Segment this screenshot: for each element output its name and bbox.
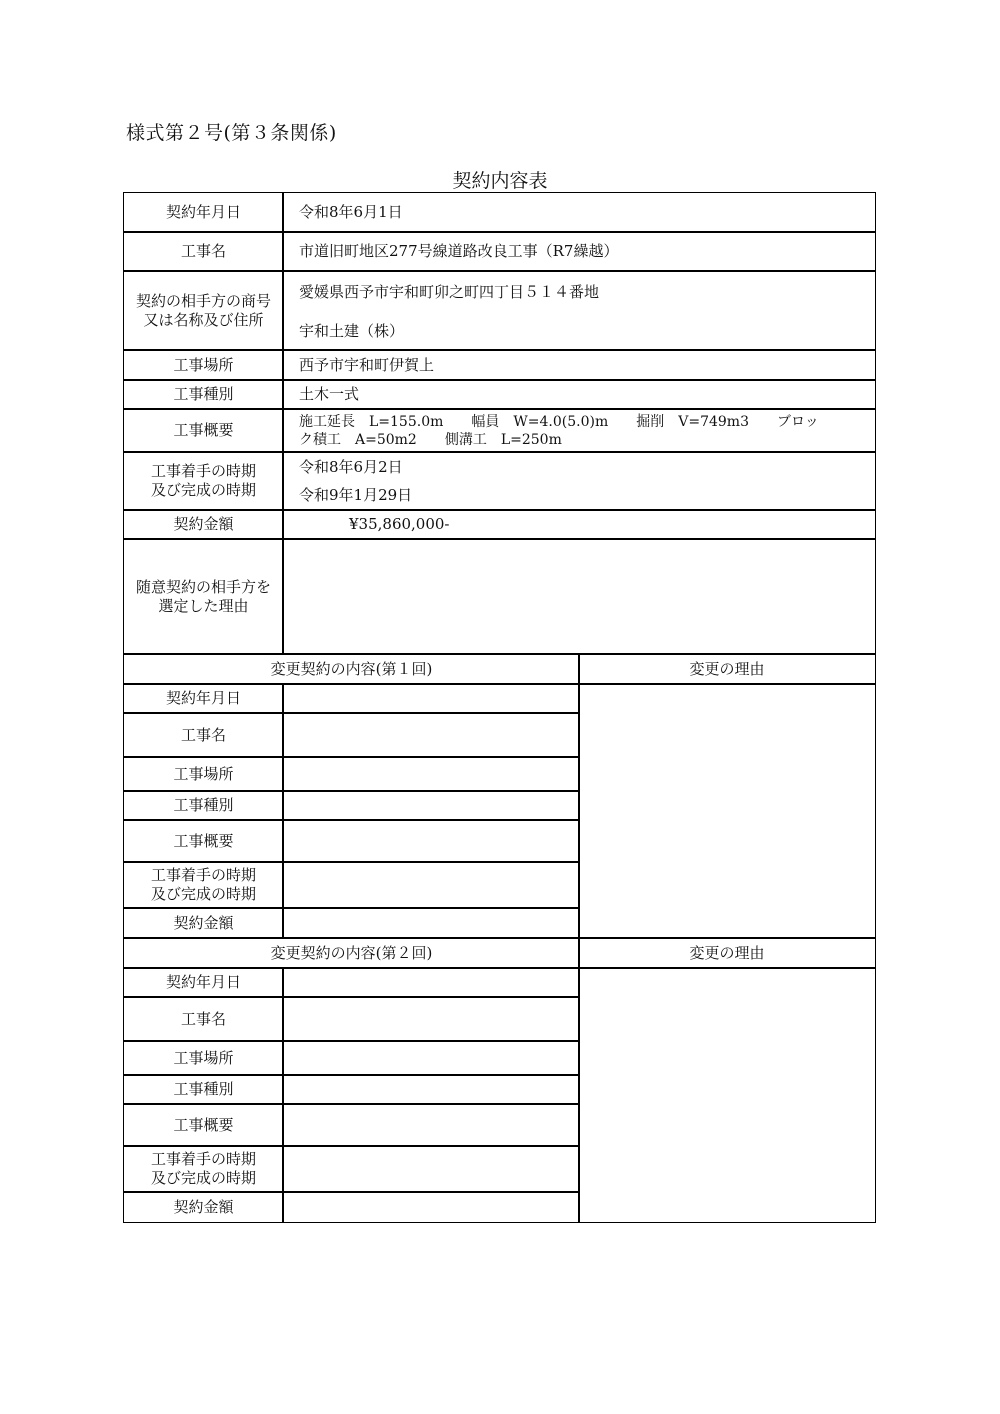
change2-reason-header-text: 変更の理由	[689, 943, 765, 962]
change1-type-value	[282, 790, 580, 821]
change1-header-text: 変更契約の内容(第１回)	[270, 659, 433, 678]
reason-value	[282, 538, 876, 655]
work-summary-label	[123, 408, 284, 453]
change2-header-text: 変更契約の内容(第２回)	[270, 943, 433, 962]
change1-summary-label	[123, 819, 284, 863]
change1-reason-cell	[578, 683, 876, 939]
change2-name-value	[282, 996, 580, 1042]
party-address: 愛媛県西予市宇和町卯之町四丁目５１４番地	[299, 283, 600, 301]
change1-place-label-text: 工事場所	[173, 764, 234, 783]
work-place-label-text: 工事場所	[173, 355, 234, 374]
work-type-label	[123, 379, 284, 410]
change2-date-label-text: 契約年月日	[165, 973, 241, 991]
change1-summary-value	[282, 819, 580, 863]
change1-name-label	[123, 712, 284, 758]
change1-date-label-text: 契約年月日	[165, 689, 241, 707]
work-type-label-text: 工事種別	[173, 385, 234, 403]
party-label	[123, 270, 284, 351]
change2-place-label	[123, 1040, 284, 1076]
party-name: 宇和土建（株）	[299, 322, 405, 340]
amount-value	[282, 509, 876, 540]
change1-period-label	[123, 861, 284, 909]
document-title: 契約内容表	[452, 170, 548, 192]
work-summary-value	[282, 408, 876, 453]
work-summary-label-text: 工事概要	[173, 421, 234, 439]
change1-header	[123, 653, 580, 685]
contract-date-value	[282, 192, 876, 233]
party-label-line1: 契約の相手方の商号	[135, 291, 271, 310]
reason-label-line2: 選定した理由	[158, 596, 249, 615]
change2-period-value	[282, 1145, 580, 1193]
change2-summary-label	[123, 1103, 284, 1147]
change2-amount-label-text: 契約金額	[173, 1197, 234, 1216]
change1-place-label	[123, 756, 284, 792]
change1-type-label-text: 工事種別	[173, 796, 234, 814]
change2-name-label-text: 工事名	[180, 1009, 226, 1028]
change1-date-value	[282, 683, 580, 714]
change2-reason-header	[578, 937, 876, 969]
change1-type-label	[123, 790, 284, 821]
contract-date-label	[123, 192, 284, 233]
work-type-value	[282, 379, 876, 410]
form-number: 様式第２号(第３条関係)	[126, 122, 337, 144]
contract-date-label-text: 契約年月日	[165, 203, 241, 221]
change1-place-value	[282, 756, 580, 792]
work-name-text: 市道旧町地区277号線道路改良工事（R7繰越）	[299, 242, 619, 260]
change1-reason-header-text: 変更の理由	[689, 659, 765, 678]
change1-name-label-text: 工事名	[180, 725, 226, 744]
change2-reason-cell	[578, 967, 876, 1223]
change1-amount-label	[123, 907, 284, 939]
change1-period-value	[282, 861, 580, 909]
change1-amount-value	[282, 907, 580, 939]
amount-label-text: 契約金額	[173, 515, 234, 533]
work-name-label-text: 工事名	[180, 242, 226, 260]
change2-summary-label-text: 工事概要	[173, 1115, 234, 1134]
change2-summary-value	[282, 1103, 580, 1147]
change2-period-line1: 工事着手の時期	[150, 1150, 256, 1168]
work-name-label	[123, 231, 284, 272]
change2-header	[123, 937, 580, 969]
change1-date-label	[123, 683, 284, 714]
work-type-text: 土木一式	[299, 385, 360, 403]
period-label-line2: 及び完成の時期	[150, 481, 256, 499]
party-value	[282, 270, 876, 351]
change1-amount-label-text: 契約金額	[173, 913, 234, 932]
change1-summary-label-text: 工事概要	[173, 831, 234, 850]
change2-place-value	[282, 1040, 580, 1076]
change2-place-label-text: 工事場所	[173, 1048, 234, 1067]
period-label-line1: 工事着手の時期	[150, 462, 256, 480]
change2-amount-value	[282, 1191, 580, 1223]
party-label-line2: 又は名称及び住所	[143, 310, 264, 329]
change1-reason-header	[578, 653, 876, 685]
change2-period-label	[123, 1145, 284, 1193]
period-label	[123, 451, 284, 511]
change2-type-label	[123, 1074, 284, 1105]
change1-period-line2: 及び完成の時期	[150, 885, 256, 903]
change2-period-line2: 及び完成の時期	[150, 1169, 256, 1187]
reason-label	[123, 538, 284, 655]
change2-type-label-text: 工事種別	[173, 1080, 234, 1098]
start-date: 令和8年6月2日	[299, 458, 403, 476]
work-place-value	[282, 349, 876, 381]
work-place-text: 西予市宇和町伊賀上	[299, 355, 435, 374]
work-summary-line2: ク積工 A=50m2 側溝工 L=250m	[299, 431, 562, 448]
work-place-label	[123, 349, 284, 381]
reason-label-line1: 随意契約の相手方を	[135, 577, 271, 596]
amount-text: ¥35,860,000-	[349, 515, 450, 533]
work-summary-line1: 施工延長 L=155.0m 幅員 W=4.0(5.0)m 掘削 V=749m3 ブロッ	[299, 413, 819, 430]
end-date: 令和9年1月29日	[299, 486, 413, 504]
change2-date-value	[282, 967, 580, 998]
change2-amount-label	[123, 1191, 284, 1223]
change2-type-value	[282, 1074, 580, 1105]
change2-date-label	[123, 967, 284, 998]
contract-date-text: 令和8年6月1日	[299, 203, 403, 221]
period-value	[282, 451, 876, 511]
work-name-value	[282, 231, 876, 272]
change1-name-value	[282, 712, 580, 758]
amount-label	[123, 509, 284, 540]
change2-name-label	[123, 996, 284, 1042]
change1-period-line1: 工事着手の時期	[150, 866, 256, 884]
